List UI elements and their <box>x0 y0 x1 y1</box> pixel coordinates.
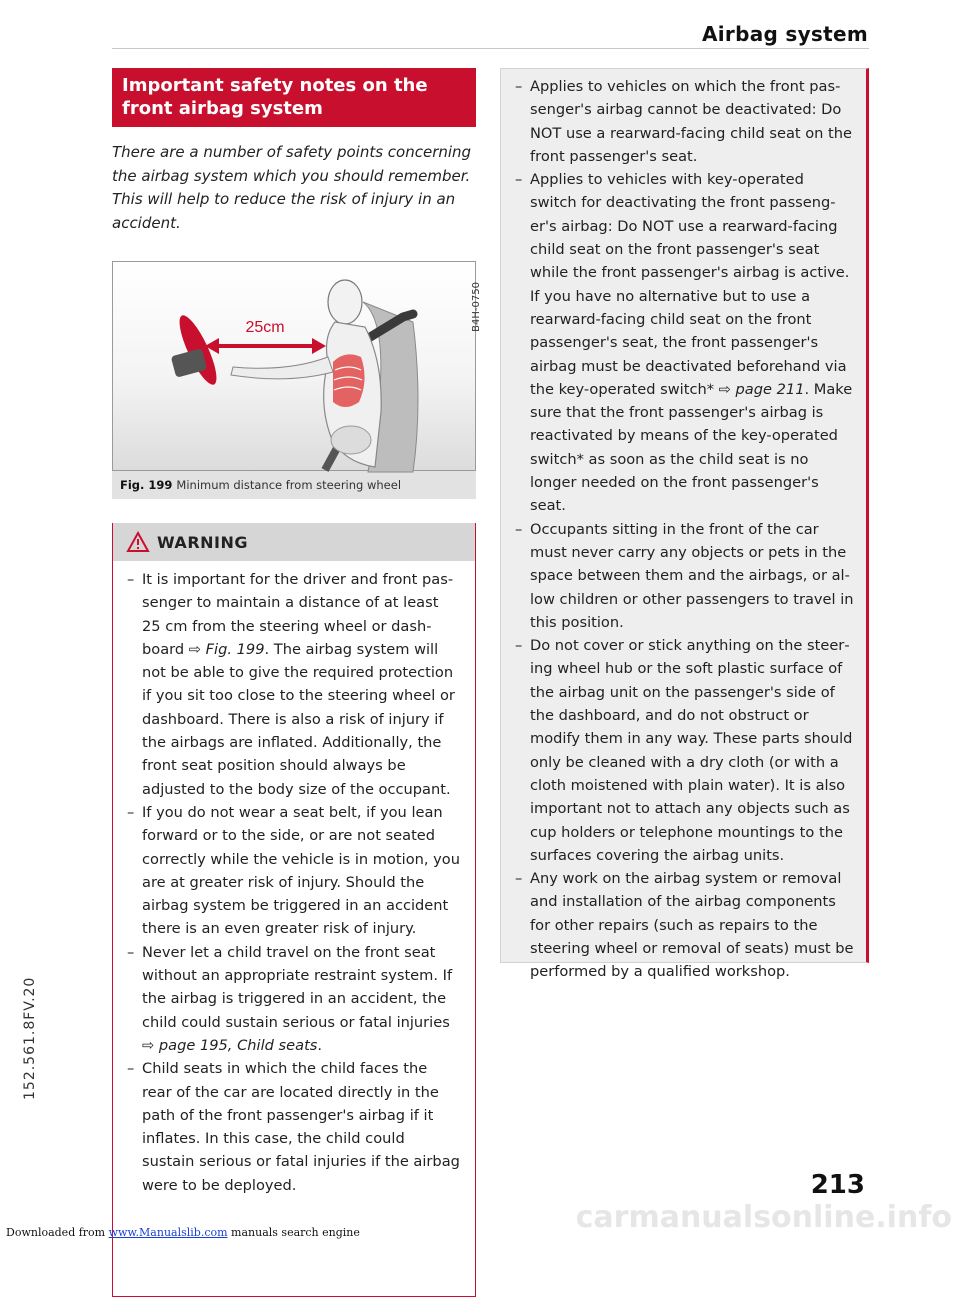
section-heading: Important safety notes on the front airbag system <box>112 68 476 127</box>
figure-code: B4H-0750 <box>471 282 482 332</box>
pelvis <box>331 426 371 454</box>
bullet-text: Applies to vehicles on which the front passenger's airbag cannot be deactivated: Do NOT use a rearward-facing child seat on the front passenger's seat. <box>530 78 853 165</box>
driver-illustration <box>113 262 477 472</box>
side-document-code: 152.561.8FV.20 <box>22 976 38 1100</box>
bullet-text: Any work on the airbag system or removal and installation of the airbag components for other repairs (such as repairs to the steering wheel or removal of seats) must be performed by a qualified workshop. <box>530 870 854 981</box>
caption-label: Fig. 199 <box>120 478 173 492</box>
page-reference-link[interactable]: ⇨ page 195, Child seats <box>142 1036 318 1054</box>
bullet-text: It is important for the driver and front passenger to maintain a distance of at least 25 cm from the steering wheel or dashboard <box>142 571 454 658</box>
bullet-text: Never let a child travel on the front seat without an appropriate restraint system. If the airbag is triggered in an accident, the child could sustain serious or fatal injuries <box>142 943 453 1031</box>
distance-arrow-right-head <box>312 338 326 354</box>
head <box>328 280 362 324</box>
bullet-text: Occupants sitting in the front of the car must never carry any objects or pets in the space between them and the airbags, or allow children or other passengers to travel in this position. <box>530 520 854 631</box>
intro-paragraph: There are a number of safety points concerning the airbag system which you should remember. This will help to reduce the risk of injury in an accident. <box>112 143 472 232</box>
warning-bullet: – If you do not wear a seat belt, if you lean forward or to the side, or are not seated correctly while the vehicle is in motion, you are at greater risk of injury. Should the airbag system be triggered in an accident there is an even greater risk of injury. <box>127 803 460 938</box>
warning-box <box>112 523 476 1297</box>
bullet-text: If you do not wear a seat belt, if you lean forward or to the side, or are not seated correctly while the vehicle is in motion, you are at greater risk of injury. Should the airbag system be triggered in an accident there is an even greater risk of injury. <box>142 803 460 938</box>
caption-text: Minimum distance from steering wheel <box>176 478 402 492</box>
warning-bullet: – Child seats in which the child faces the rear of the car are located directly in the path of the front passenger's airbag if it inflates. In this case, the child could sustain serious or fatal injuries if the airbag were to be deployed. <box>127 1060 460 1194</box>
right-column <box>500 68 869 981</box>
figure-caption <box>112 471 476 499</box>
bullet-text: Applies to vehicles with key-operated switch for deactivating the front passenger's airbag: Do NOT use a rearward-facing child seat on the front passenger's seat while the front passenger's airbag is active. If you have no alternative but to use a rearward-facing child seat on the front passenger's seat, the front passenger's airbag must be deactivated beforehand via the key-operated switch* <box>530 171 850 398</box>
warning-triangle-icon <box>127 532 149 552</box>
warning-bullet: – Never let a child travel on the front seat without an appropriate restraint system. If the airbag is triggered in an accident, the child could sustain serious or fatal injuries ⇨ page 195, Child seats. <box>127 943 453 1054</box>
page-header-title: Airbag system <box>702 22 868 46</box>
warning-body <box>113 561 475 1197</box>
figure-reference-link[interactable]: ⇨ Fig. 199 <box>188 640 265 658</box>
distance-label: 25cm <box>245 319 285 336</box>
warning-header <box>113 523 475 561</box>
bullet-text: Do not cover or stick anything on the steering wheel hub or the soft plastic surface of the airbag unit on the passenger's side of the dashboard, and do not obstruct or modify them in any way. These parts should only be cleaned with a dry cloth (or with a cloth moistened with plain water). It is also important not to attach any objects such as cup holders or telephone mountings to the surfaces covering the airbag units. <box>530 637 853 864</box>
arm <box>231 357 333 379</box>
bullet-text: Child seats in which the child faces the rear of the car are located directly in the path of the front passenger's airbag if it inflates. In this case, the child could sustain serious or fatal injuries if the airbag were to be deployed. <box>142 1060 460 1194</box>
download-footer <box>6 1226 360 1239</box>
warning-bullet: – Applies to vehicles with key-operated switch for deactivating the front passenger's airbag: Do NOT use a rearward-facing child seat on the front passenger's seat while the front passenger's airbag is active. If you have no alternative but to use a rearward-facing child seat on the front passenger's seat, the front passenger's airbag must be deactivated beforehand via the key-operated switch* ⇨ page 211. Make sure that the front passenger's airbag is reactivated by means of the key-operated switch* as soon as the child seat is no longer needed on the front passenger's seat. <box>515 171 853 515</box>
footer-prefix: Downloaded from <box>6 1226 109 1239</box>
warning-bullet: – Any work on the airbag system or removal and installation of the airbag components for other repairs (such as repairs to the steering wheel or removal of seats) must be performed by a qualified workshop. <box>515 870 854 981</box>
page-reference-link[interactable]: ⇨ page 211 <box>718 380 805 398</box>
footer-suffix: manuals search engine <box>227 1226 360 1239</box>
bullet-text: . Make sure that the front passenger's airbag is reactivated by means of the key-operated switch* as soon as the child seat is no longer needed on the front passenger's seat. <box>530 380 853 515</box>
warning-bullet: – Occupants sitting in the front of the car must never carry any objects or pets in the space between them and the airbags, or allow children or other passengers to travel in this position. <box>515 520 854 631</box>
warning-bullet: – Applies to vehicles on which the front passenger's airbag cannot be deactivated: Do NOT use a rearward-facing child seat on the front passenger's seat. <box>515 78 853 165</box>
warning-bullet: – Do not cover or stick anything on the steering wheel hub or the soft plastic surface of the airbag unit on the passenger's side of the dashboard, and do not obstruct or modify them in any way. These parts should only be cleaned with a dry cloth (or with a cloth moistened with plain water). It is also important not to attach any objects such as cup holders or telephone mountings to the surfaces covering the airbag units. <box>515 637 853 864</box>
page-number: 213 <box>810 1170 865 1200</box>
header-rule <box>112 48 869 49</box>
warning-title: WARNING <box>157 532 248 552</box>
watermark: carmanualsonline.info <box>575 1200 952 1235</box>
ribcage <box>333 354 365 407</box>
manualslib-link[interactable]: www.Manualslib.com <box>108 1226 228 1239</box>
left-column <box>112 68 482 1297</box>
bullet-text: . <box>317 1036 323 1054</box>
figure-199 <box>112 261 482 471</box>
warning-bullet: – It is important for the driver and front passenger to maintain a distance of at least 25 cm from the steering wheel or dashboard ⇨ Fig. 199. The airbag system will not be able to give the required protection if you sit too close to the steering wheel or dashboard. There is also a risk of injury if the airbags are inflated. Additionally, the front seat position should always be adjusted to the body size of the occupant. <box>127 571 455 798</box>
bullet-text: . The airbag system will not be able to give the required protection if you sit too close to the steering wheel or dashboard. There is also a risk of injury if the airbags are inflated. Additionally, the front seat position should always be adjusted to the body size of the occupant. <box>142 640 455 798</box>
warning-continuation-box <box>500 68 869 981</box>
